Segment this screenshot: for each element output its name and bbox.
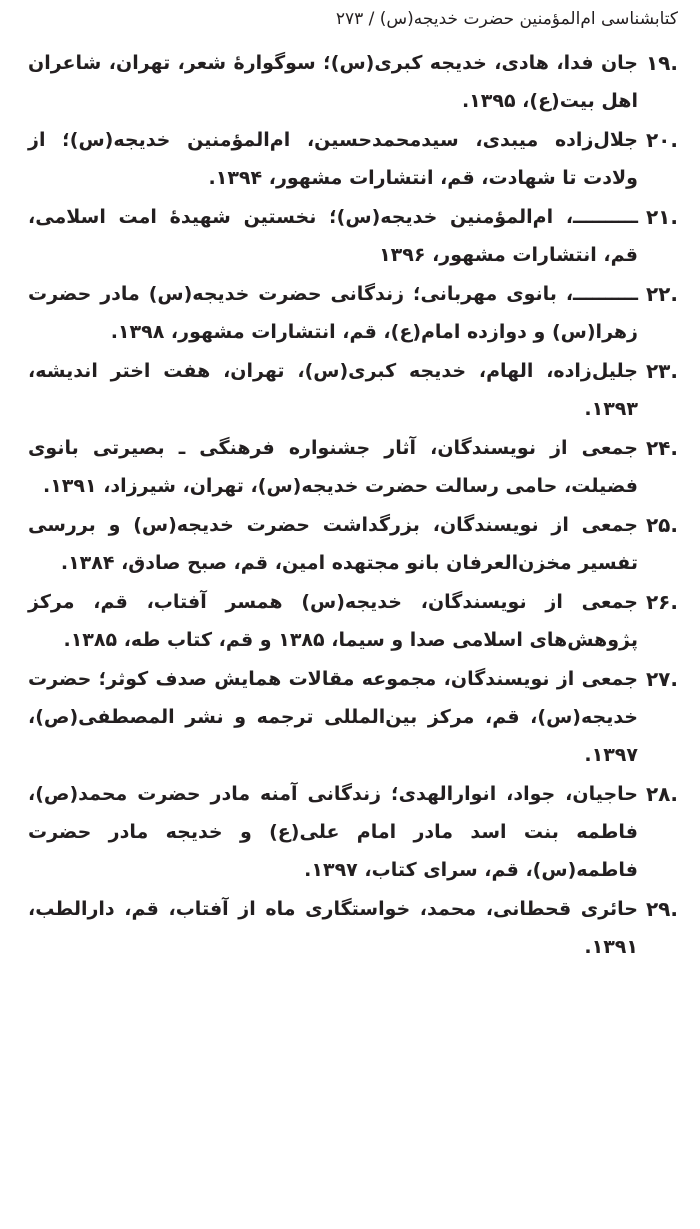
bibliography-entry-20: [28, 121, 678, 197]
bibliography-entry-29: [28, 890, 678, 966]
entry-number: .۱۹: [645, 51, 678, 75]
entry-text: حاجیان، جواد، انوارالهدی؛ زندگانی آمنه مادر حضرت محمد(ص)، فاطمه بنت اسد مادر امام علی(ع) و خدیجه مادر حضرت فاطمه(س)، قم، سرای کتاب، ۱۳۹۷.: [28, 783, 638, 881]
entry-number: .۲۲: [645, 282, 678, 306]
entry-number: .۲۳: [645, 359, 678, 383]
entry-number: .۲۸: [645, 782, 678, 806]
entry-text: جمعی از نویسندگان، آثار جشنواره فرهنگی ـ بصیرتی بانوی فضیلت، حامی رسالت حضرت خدیجه(س)، تهران، شیرزاد، ۱۳۹۱.: [28, 437, 638, 497]
entry-number: .۲۹: [645, 897, 678, 921]
entry-text: جمعی از نویسندگان، مجموعه مقالات همایش صدف کوثر؛ حضرت خدیجه(س)، قم، مرکز بین‌المللی ترجمه و نشر المصطفی(ص)، ۱۳۹۷.: [28, 668, 638, 766]
bibliography-entry-26: [28, 583, 678, 659]
bibliography-entry-22: [28, 275, 678, 351]
entry-text: جمعی از نویسندگان، خدیجه(س) همسر آفتاب، قم، مرکز پژوهش‌های اسلامی صدا و سیما، ۱۳۸۵ و قم، کتاب طه، ۱۳۸۵.: [28, 591, 638, 651]
entry-number: .۲۷: [645, 667, 678, 691]
bibliography-entry-28: [28, 775, 678, 889]
entry-text: حائری قحطانی، محمد، خواستگاری ماه از آفتاب، قم، دارالطب، ۱۳۹۱.: [28, 898, 638, 958]
entry-number: .۲۴: [645, 436, 678, 460]
entry-number: .۲۵: [645, 513, 678, 537]
entry-text: ــــــــــ، ام‌المؤمنین خدیجه(س)؛ نخستین شهیدهٔ امت اسلامی، قم، انتشارات مشهور، ۱۳۹۶: [28, 206, 638, 266]
bibliography-entry-24: [28, 429, 678, 505]
entry-text: جلال‌زاده میبدی، سیدمحمدحسین، ام‌المؤمنین خدیجه(س)؛ از ولادت تا شهادت، قم، انتشارات مشهور، ۱۳۹۴.: [28, 129, 638, 189]
bibliography-entry-23: [28, 352, 678, 428]
entry-text: ــــــــــ، بانوی مهربانی؛ زندگانی حضرت خدیجه(س) مادر حضرت زهرا(س) و دوازده امام(ع)، قم، انتشارات مشهور، ۱۳۹۸.: [28, 283, 638, 343]
bibliography-entry-27: [28, 660, 678, 774]
entry-number: .۲۰: [645, 128, 678, 152]
entry-text: جان فدا، هادی، خدیجه کبری(س)؛ سوگوارهٔ شعر، تهران، شاعران اهل بیت(ع)، ۱۳۹۵.: [28, 52, 638, 112]
entry-number: .۲۱: [645, 205, 678, 229]
bibliography-list: [28, 44, 678, 966]
running-header: کتابشناسی ام‌المؤمنین حضرت خدیجه(س) / ۲۷۳: [335, 9, 678, 29]
bibliography-entry-25: [28, 506, 678, 582]
bibliography-entry-21: [28, 198, 678, 274]
entry-text: جمعی از نویسندگان، بزرگداشت حضرت خدیجه(س) و بررسی تفسیر مخزن‌العرفان بانو مجتهده امین، قم، صبح صادق، ۱۳۸۴.: [28, 514, 638, 574]
entry-text: جلیل‌زاده، الهام، خدیجه کبری(س)، تهران، هفت اختر اندیشه، ۱۳۹۳.: [28, 360, 638, 420]
bibliography-entry-19: [28, 44, 678, 120]
entry-number: .۲۶: [645, 590, 678, 614]
